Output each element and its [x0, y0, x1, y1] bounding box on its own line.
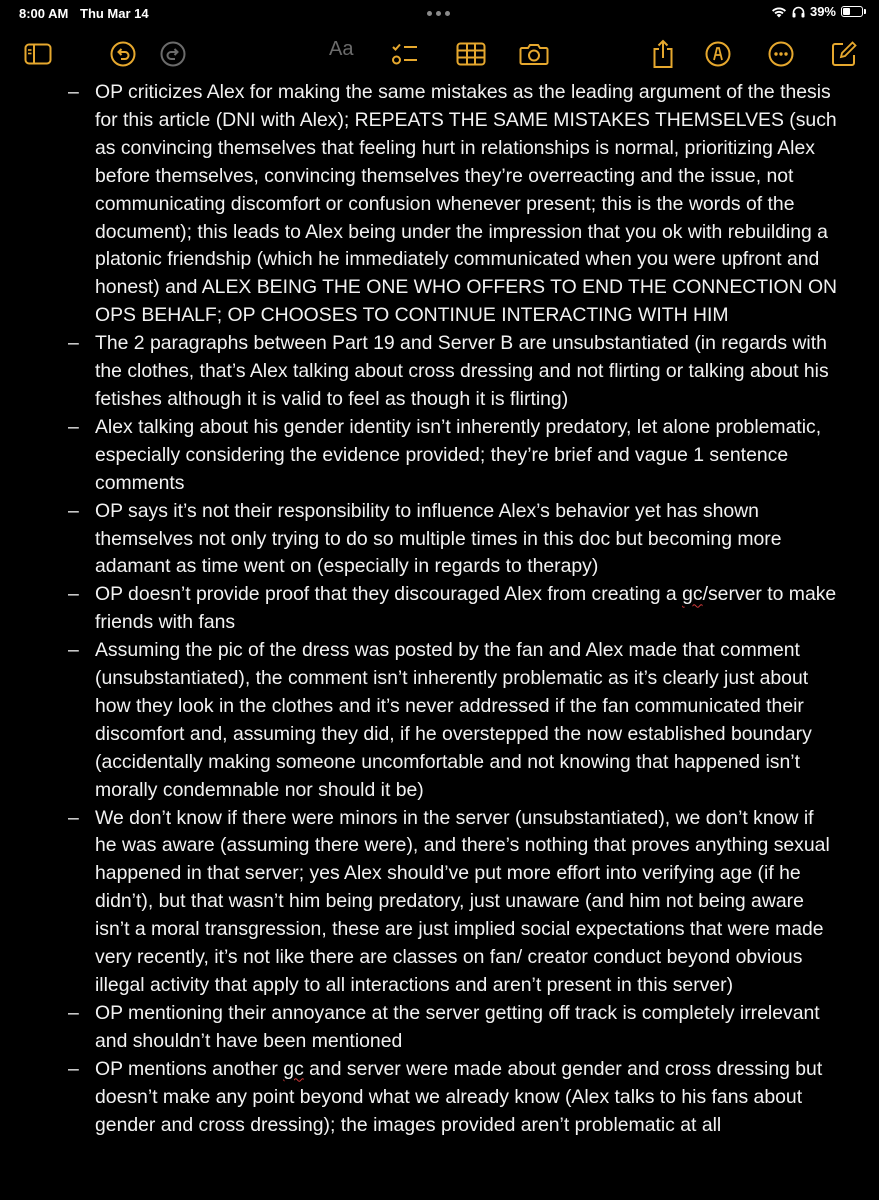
list-item: [0, 637, 879, 804]
list-item: [0, 414, 879, 498]
list-item-text: The 2 paragraphs between Part 19 and Server B are unsubstantiated (in regards with the clothes, that’s Alex talking about cross dressing and not flirting or talking about his fetishes although it is valid to feel as though it is flirting): [95, 332, 829, 410]
status-indicators: [771, 4, 863, 19]
list-item: [0, 79, 879, 330]
list-item: [0, 581, 879, 637]
multitasking-dots[interactable]: [427, 11, 450, 16]
list-item: [0, 498, 879, 582]
wifi-icon: [771, 6, 787, 18]
redo-icon[interactable]: [159, 34, 187, 74]
status-time: 8:00 AM: [19, 6, 69, 21]
bullet-dash: –: [68, 806, 79, 829]
bullet-dash: –: [68, 415, 79, 438]
format-button[interactable]: Aa: [329, 38, 354, 60]
bullet-dash: –: [68, 81, 79, 103]
camera-icon[interactable]: [518, 34, 550, 74]
bullet-dash: –: [68, 499, 79, 522]
share-icon[interactable]: [650, 34, 676, 74]
misspelled-word[interactable]: gc: [682, 583, 703, 606]
status-date: Thu Mar 14: [80, 6, 149, 21]
list-item: [0, 1000, 879, 1056]
note-body[interactable]: [0, 79, 879, 1139]
list-item-text: We don’t know if there were minors in the server (unsubstantiated), we don’t know if he was aware (assuming there were), and there’s nothing that proves anything sexual happened in that server; yes Alex should’ve put more effort into verifying age (if he didn’t), but that wasn’t him being predatory, just unaware (and him not being aware isn’t a moral transgression, these are just implied social expectations that were made very recently, it’s not like there are classes on fan/ creator conduct beyond obvious illegal activity that apply to all interactions and aren’t present in this server): [95, 806, 830, 996]
bullet-dash: –: [68, 332, 79, 355]
list-item-text: Alex talking about his gender identity isn’t inherently predatory, let alone problematic, especially considering the evidence provided; they’re brief and vague 1 sentence comments: [95, 415, 822, 494]
sidebar-icon[interactable]: [22, 34, 54, 74]
more-icon[interactable]: [767, 34, 795, 74]
notes-toolbar: [0, 34, 879, 74]
list-item-text: Assuming the pic of the dress was posted by the fan and Alex made that comment (unsubstantiated), the comment isn’t inherently problematic as it’s clearly just about how they look in the clothes and it’s never addressed if the fan communicated their discomfort and, assuming they did, if he overstepped the now established boundary (accidentally making someone uncomfortable and not knowing that happened isn’t morally condemnable nor should it be): [95, 639, 812, 801]
headphones-icon: [792, 6, 805, 18]
bullet-dash: –: [68, 1057, 79, 1080]
markup-icon[interactable]: [704, 34, 732, 74]
battery-percent: 39%: [809, 4, 836, 19]
list-item: [0, 330, 879, 414]
list-item: [0, 805, 879, 1000]
bullet-list: [0, 79, 879, 1139]
bullet-dash: –: [68, 1001, 79, 1024]
misspelled-word[interactable]: gc: [283, 1057, 304, 1080]
status-bar: [0, 0, 879, 28]
list-item-text: OP criticizes Alex for making the same mistakes as the leading argument of the thesis for this article (DNI with Alex); REPEATS THE SAME MISTAKES THEMSELVES (such as convincing themselves that feeling hurt in relationships is normal, prioritizing Alex before themselves, convincing themselves they’re overreacting and the issue, not communicating discomfort or confusion whenever present; this is the words of the document); this leads to Alex being under the impression that you ok with rebuilding a platonic friendship (which he immediately communicated when you were upfront and honest) and ALEX BEING THE ONE WHO OFFERS TO END THE CONNECTION ON OPS BEHALF; OP CHOOSES TO CONTINUE INTERACTING WITH HIM: [95, 81, 838, 327]
list-item-text: and server were made about gender and cross dressing but doesn’t make any point beyond what we already know (Alex talks to his fans about gender and cross dressing); the images provided aren’t problematic at all: [95, 1057, 823, 1136]
list-item-text: OP mentions another: [95, 1057, 284, 1080]
list-item-text: /server to make friends with fans: [95, 583, 837, 634]
list-item: [0, 1056, 879, 1140]
bullet-dash: –: [68, 583, 79, 606]
list-item-text: OP says it’s not their responsibility to influence Alex’s behavior yet has shown themselves not only trying to do so multiple times in this doc but becoming more adamant as time went on (especially in regards to therapy): [95, 499, 782, 578]
undo-icon[interactable]: [109, 34, 137, 74]
table-icon[interactable]: [455, 34, 487, 74]
list-item-text: OP mentioning their annoyance at the server getting off track is completely irrelevant and shouldn’t have been mentioned: [95, 1001, 820, 1052]
list-item-text: OP doesn’t provide proof that they discouraged Alex from creating a: [95, 583, 683, 606]
compose-icon[interactable]: [830, 34, 858, 74]
battery-icon: [841, 6, 863, 17]
bullet-dash: –: [68, 639, 79, 662]
checklist-icon[interactable]: [390, 34, 420, 74]
